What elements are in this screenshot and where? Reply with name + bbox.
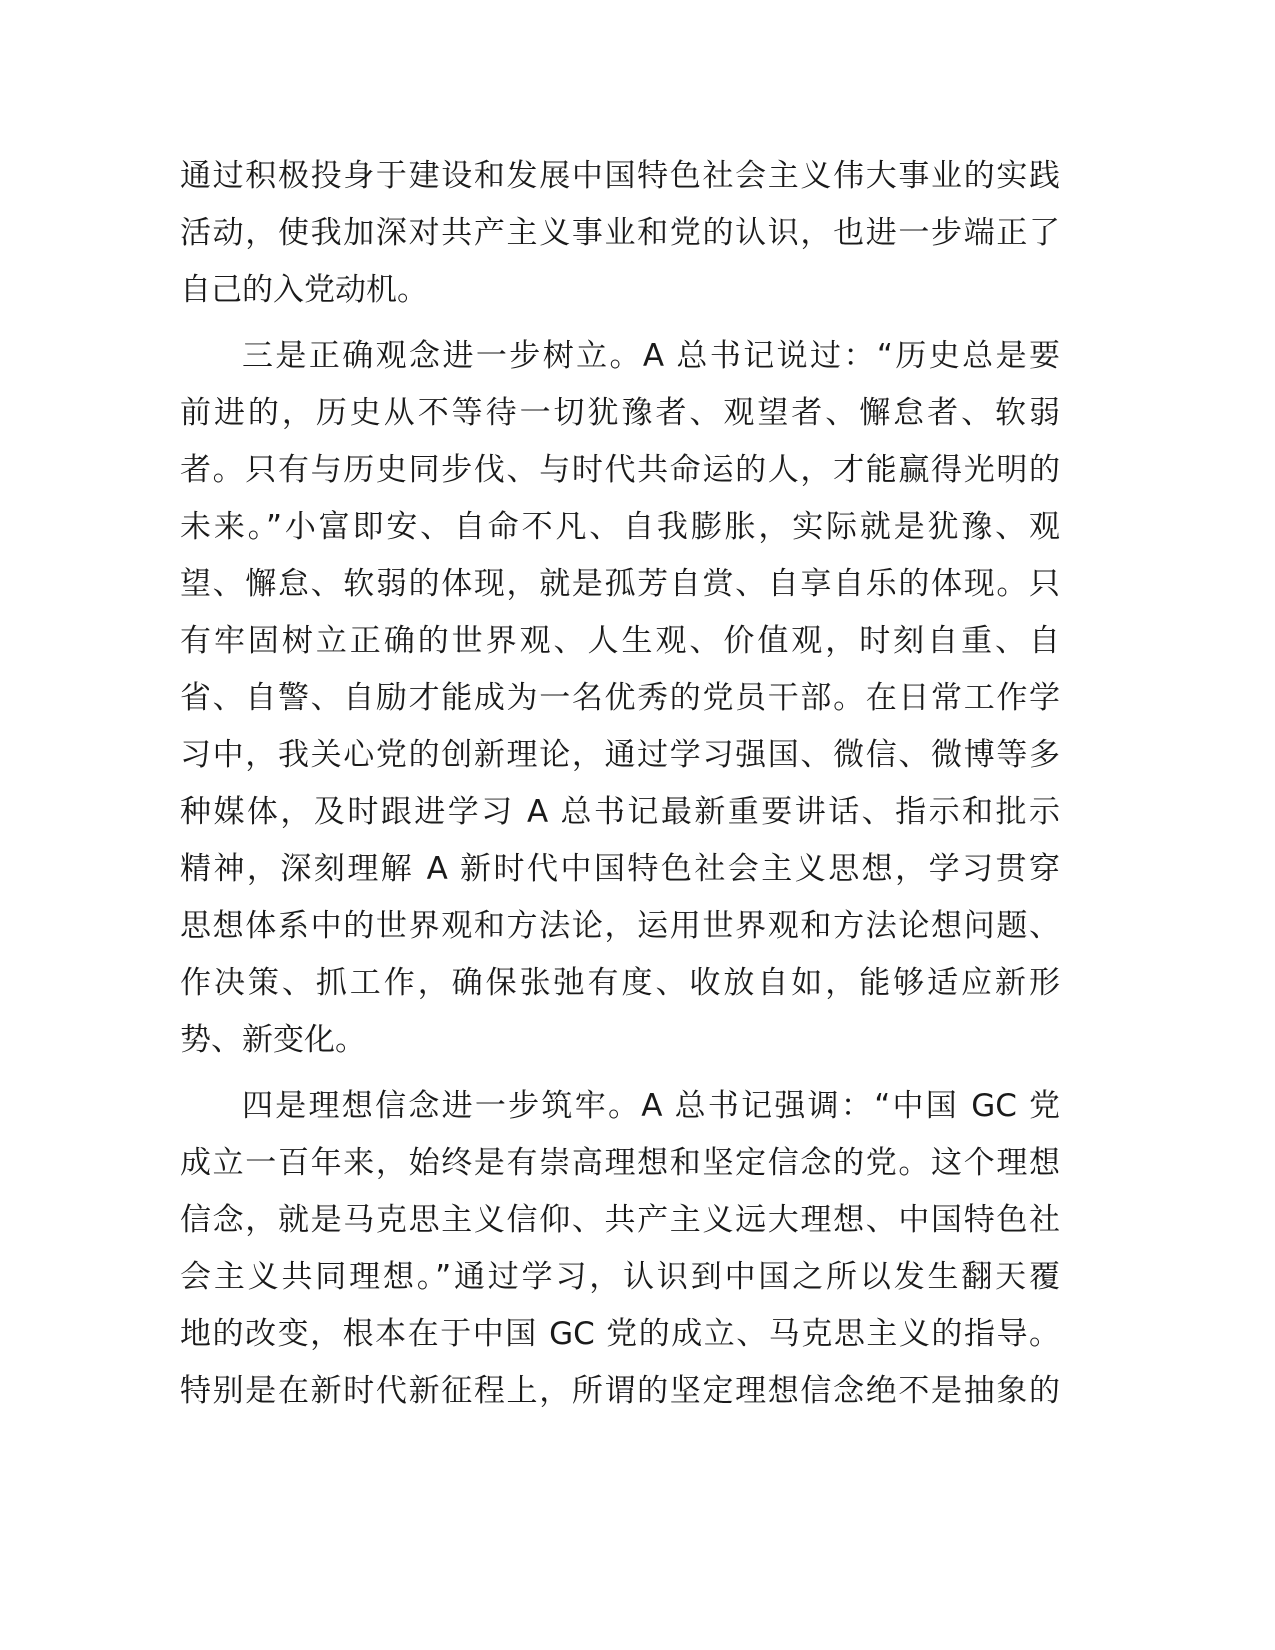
text-line: 势、新变化。	[180, 1022, 366, 1058]
text-line: 思想体系中的世界观和方法论，运用世界观和方法论想问题、	[180, 908, 1060, 944]
text-line: 地的改变，根本在于中国 GC 党的成立、马克思主义的指导。	[180, 1316, 1060, 1352]
text-line: 精神，深刻理解 A 新时代中国特色社会主义思想，学习贯穿	[180, 851, 1060, 887]
text-line: 者。只有与历史同步伐、与时代共命运的人，才能赢得光明的	[180, 452, 1060, 488]
paragraph	[180, 328, 1060, 1069]
paragraph-spacing	[180, 1069, 1060, 1078]
text-line: 种媒体，及时跟进学习 A 总书记最新重要讲话、指示和批示	[180, 794, 1060, 830]
text-line: 四是理想信念进一步筑牢。A 总书记强调：“中国 GC 党	[242, 1088, 1060, 1124]
text-line: 三是正确观念进一步树立。A 总书记说过：“历史总是要	[242, 338, 1060, 374]
text-line: 通过积极投身于建设和发展中国特色社会主义伟大事业的实践	[180, 158, 1060, 194]
paragraph-spacing	[180, 319, 1060, 328]
text-line: 活动，使我加深对共产主义事业和党的认识，也进一步端正了	[180, 215, 1060, 251]
text-line: 习中，我关心党的创新理论，通过学习强国、微信、微博等多	[180, 737, 1060, 773]
paragraph	[180, 1078, 1060, 1420]
document-body	[180, 148, 1060, 1420]
text-line: 望、懈怠、软弱的体现，就是孤芳自赏、自享自乐的体现。只	[180, 566, 1060, 602]
text-line: 未来。”小富即安、自命不凡、自我膨胀，实际就是犹豫、观	[180, 509, 1060, 545]
text-line: 省、自警、自励才能成为一名优秀的党员干部。在日常工作学	[180, 680, 1060, 716]
text-line: 作决策、抓工作，确保张弛有度、收放自如，能够适应新形	[180, 965, 1060, 1001]
text-line: 有牢固树立正确的世界观、人生观、价值观，时刻自重、自	[180, 623, 1060, 659]
text-line: 会主义共同理想。”通过学习，认识到中国之所以发生翻天覆	[180, 1259, 1060, 1295]
paragraph	[180, 148, 1060, 319]
text-line: 特别是在新时代新征程上，所谓的坚定理想信念绝不是抽象的	[180, 1373, 1060, 1409]
text-line: 自己的入党动机。	[180, 272, 428, 308]
text-line: 前进的，历史从不等待一切犹豫者、观望者、懈怠者、软弱	[180, 395, 1060, 431]
text-line: 成立一百年来，始终是有崇高理想和坚定信念的党。这个理想	[180, 1145, 1060, 1181]
text-line: 信念，就是马克思主义信仰、共产主义远大理想、中国特色社	[180, 1202, 1060, 1238]
